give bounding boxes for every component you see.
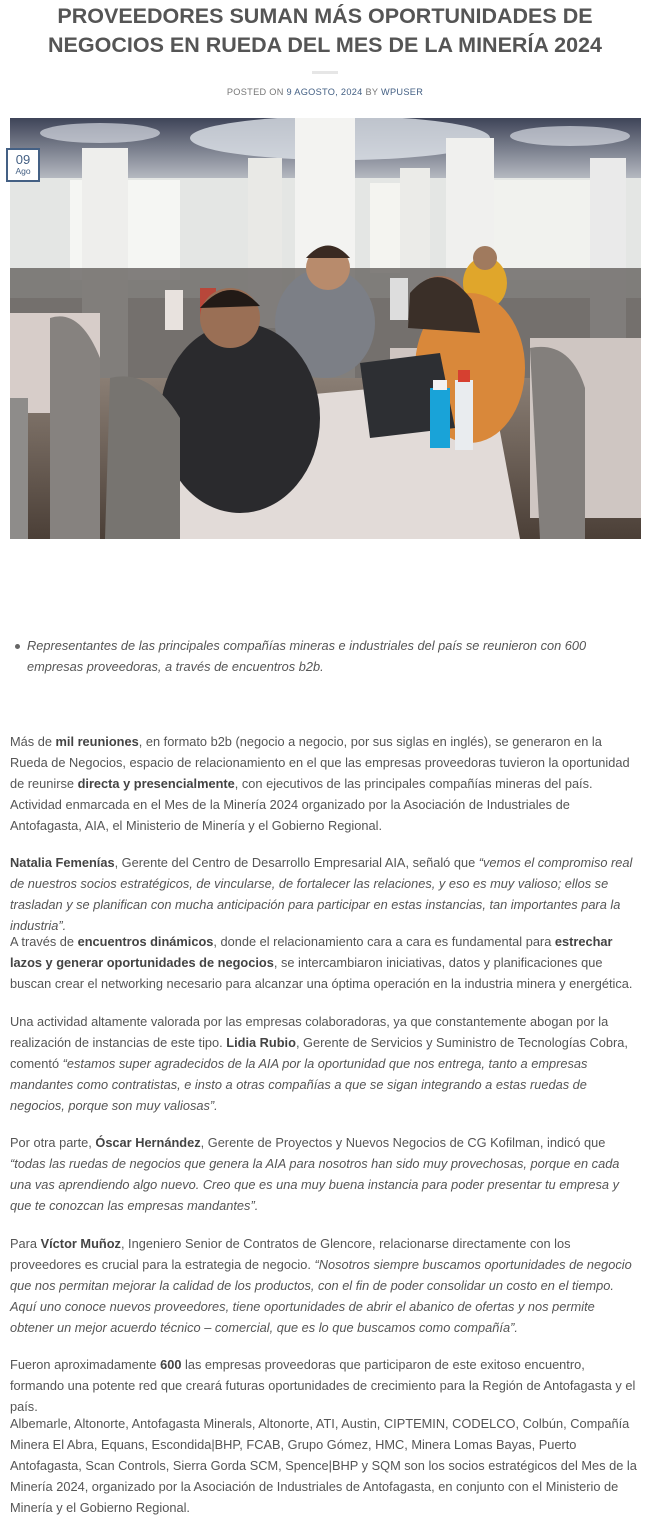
bold-text: 600 xyxy=(160,1357,182,1372)
paragraph xyxy=(10,1012,640,1117)
quote-text: “vemos el compromiso real de nuestros socios estratégicos, de vincularse, de fortalecer las relaciones, y eso es muy valioso; ellos se trasladan y se planifican con mucha anticipación para participar en estas instancias, tan importantes para la industria”. xyxy=(10,855,633,933)
body-text: Por otra parte, xyxy=(10,1135,96,1150)
body-text: , Ingeniero Senior de Contratos de Glencore, relacionarse directamente con los proveedores es crucial para la estrategia de negocio. xyxy=(10,1236,571,1272)
paragraph xyxy=(10,1355,640,1418)
posted-on-label: POSTED ON xyxy=(226,87,284,97)
paragraph xyxy=(10,1133,640,1217)
bold-text: directa y presencialmente xyxy=(77,775,235,791)
quote-text: “estamos super agradecidos de la AIA por la oportunidad que nos entrega, tanto a empresas mandantes como contratistas, e insto a otras compañías a que se sigan integrando a estas ruedas de negocios, porque son muy valiosas”. xyxy=(10,1055,588,1113)
post-meta xyxy=(0,87,650,97)
body-text: , en formato b2b (negocio a negocio, por sus siglas en inglés), se generaron en la Rueda de Negocios, espacio de relacionamiento en el que las empresas proveedoras tuvieron la oportunidad de reunirse xyxy=(10,734,630,791)
body-text: , con ejecutivos de las principales compañías mineras del país. Actividad enmarcada en el Mes de la Minería 2024 organizado por la Asociación de Industriales de Antofagasta, AIA, el Ministerio de Minería y el Gobierno Regional. xyxy=(10,775,593,833)
date-badge-month: Ago xyxy=(15,166,31,176)
bold-text: Lidia Rubio xyxy=(226,1034,296,1050)
bold-text: Natalia Femenías xyxy=(10,855,115,870)
summary-bullet: Representantes de las principales compañías mineras e industriales del país se reunieron con 600 empresas proveedoras, a través de encuentros b2b. xyxy=(27,635,640,677)
bold-text: Víctor Muñoz xyxy=(40,1236,121,1251)
body-text: Para xyxy=(10,1236,41,1251)
body-text: , Gerente del Centro de Desarrollo Empresarial AIA, señaló que xyxy=(114,855,479,870)
paragraph xyxy=(10,1234,640,1339)
author-link[interactable]: WPUSER xyxy=(381,87,424,97)
body-text: , se intercambiaron iniciativas, datos y planificaciones que buscan crear el networking necesario para alcanzar una óptima operación en la industria minera y energética. xyxy=(10,954,633,991)
bold-text: estrechar lazos y generar oportunidades de negocios xyxy=(10,934,613,970)
body-text: Una actividad altamente valorada por las empresas colaboradoras, ya que constantemente abogan por la realización de instancias de este tipo. xyxy=(10,1014,609,1050)
featured-image xyxy=(10,118,641,539)
quote-text: “Nosotros siempre buscamos oportunidades de negocio que nos permitan mejorar la calidad de los productos, con el fin de poder consolidar un costo en el tiempo. Aquí uno conoce nuevos proveedores, tiene oportunidades de abrir el abanico de ofertas y nos permite obtener un mejor acuerdo técnico – comercial, que es lo que buscamos como compañía”. xyxy=(10,1256,632,1335)
bold-text: mil reuniones xyxy=(55,734,139,749)
date-badge-day: 09 xyxy=(15,152,31,167)
body-text: las empresas proveedoras que participaron de este exitoso encuentro, formando una potente red que creará futuras oportunidades de crecimiento para la Región de Antofagasta y el país. xyxy=(10,1357,636,1414)
paragraph xyxy=(10,932,640,995)
post-date-link[interactable]: 9 AGOSTO, 2024 xyxy=(286,87,363,97)
quote-text: “todas las ruedas de negocios que genera la AIA para nosotros han sido muy provechosas, porque en cada una vas aprendiendo algo nuevo. Creo que es una muy buena instancia para poder presentar tu empresa y que te conozcan las empresas mandantes”. xyxy=(10,1155,620,1213)
paragraph xyxy=(10,853,640,937)
body-text: Albemarle, Altonorte, Antofagasta Minerals, Altonorte, ATI, Austin, CIPTEMIN, CODELCO, Colbún, Compañía Minera El Abra, Equans, Escondida|BHP, FCAB, Grupo Gómez, HMC, Minera Lomas Bayas, Puerto Antofagasta, Scan Controls, Sierra Gorda SCM, Spence|BHP y SQM son los socios estratégicos del Mes de la Minería 2024, organizado por la Asociación de Industriales de Antofagasta, en conjunto con el Ministerio de Minería y el Gobierno Regional. xyxy=(10,1416,637,1515)
paragraph xyxy=(10,1414,640,1519)
post-title: PROVEEDORES SUMAN MÁS OPORTUNIDADES DE NEGOCIOS EN RUEDA DEL MES DE LA MINERÍA 2024 xyxy=(48,4,602,57)
by-label: BY xyxy=(365,87,379,97)
body-text: , donde el relacionamiento cara a cara es fundamental para xyxy=(213,934,555,949)
body-text: A través de xyxy=(10,934,78,949)
bold-text: encuentros dinámicos xyxy=(77,934,214,949)
body-text: Más de xyxy=(10,734,56,749)
summary-list xyxy=(10,635,640,677)
bold-text: Óscar Hernández xyxy=(95,1135,201,1150)
title-divider xyxy=(312,71,338,74)
business-meeting-photo xyxy=(10,118,641,539)
body-text: Fueron aproximadamente xyxy=(10,1357,161,1372)
date-badge xyxy=(6,148,40,182)
body-text: , Gerente de Servicios y Suministro de Tecnologías Cobra, comentó xyxy=(10,1034,628,1071)
paragraph xyxy=(10,732,640,837)
body-text: , Gerente de Proyectos y Nuevos Negocios de CG Kofilman, indicó que xyxy=(200,1135,606,1150)
